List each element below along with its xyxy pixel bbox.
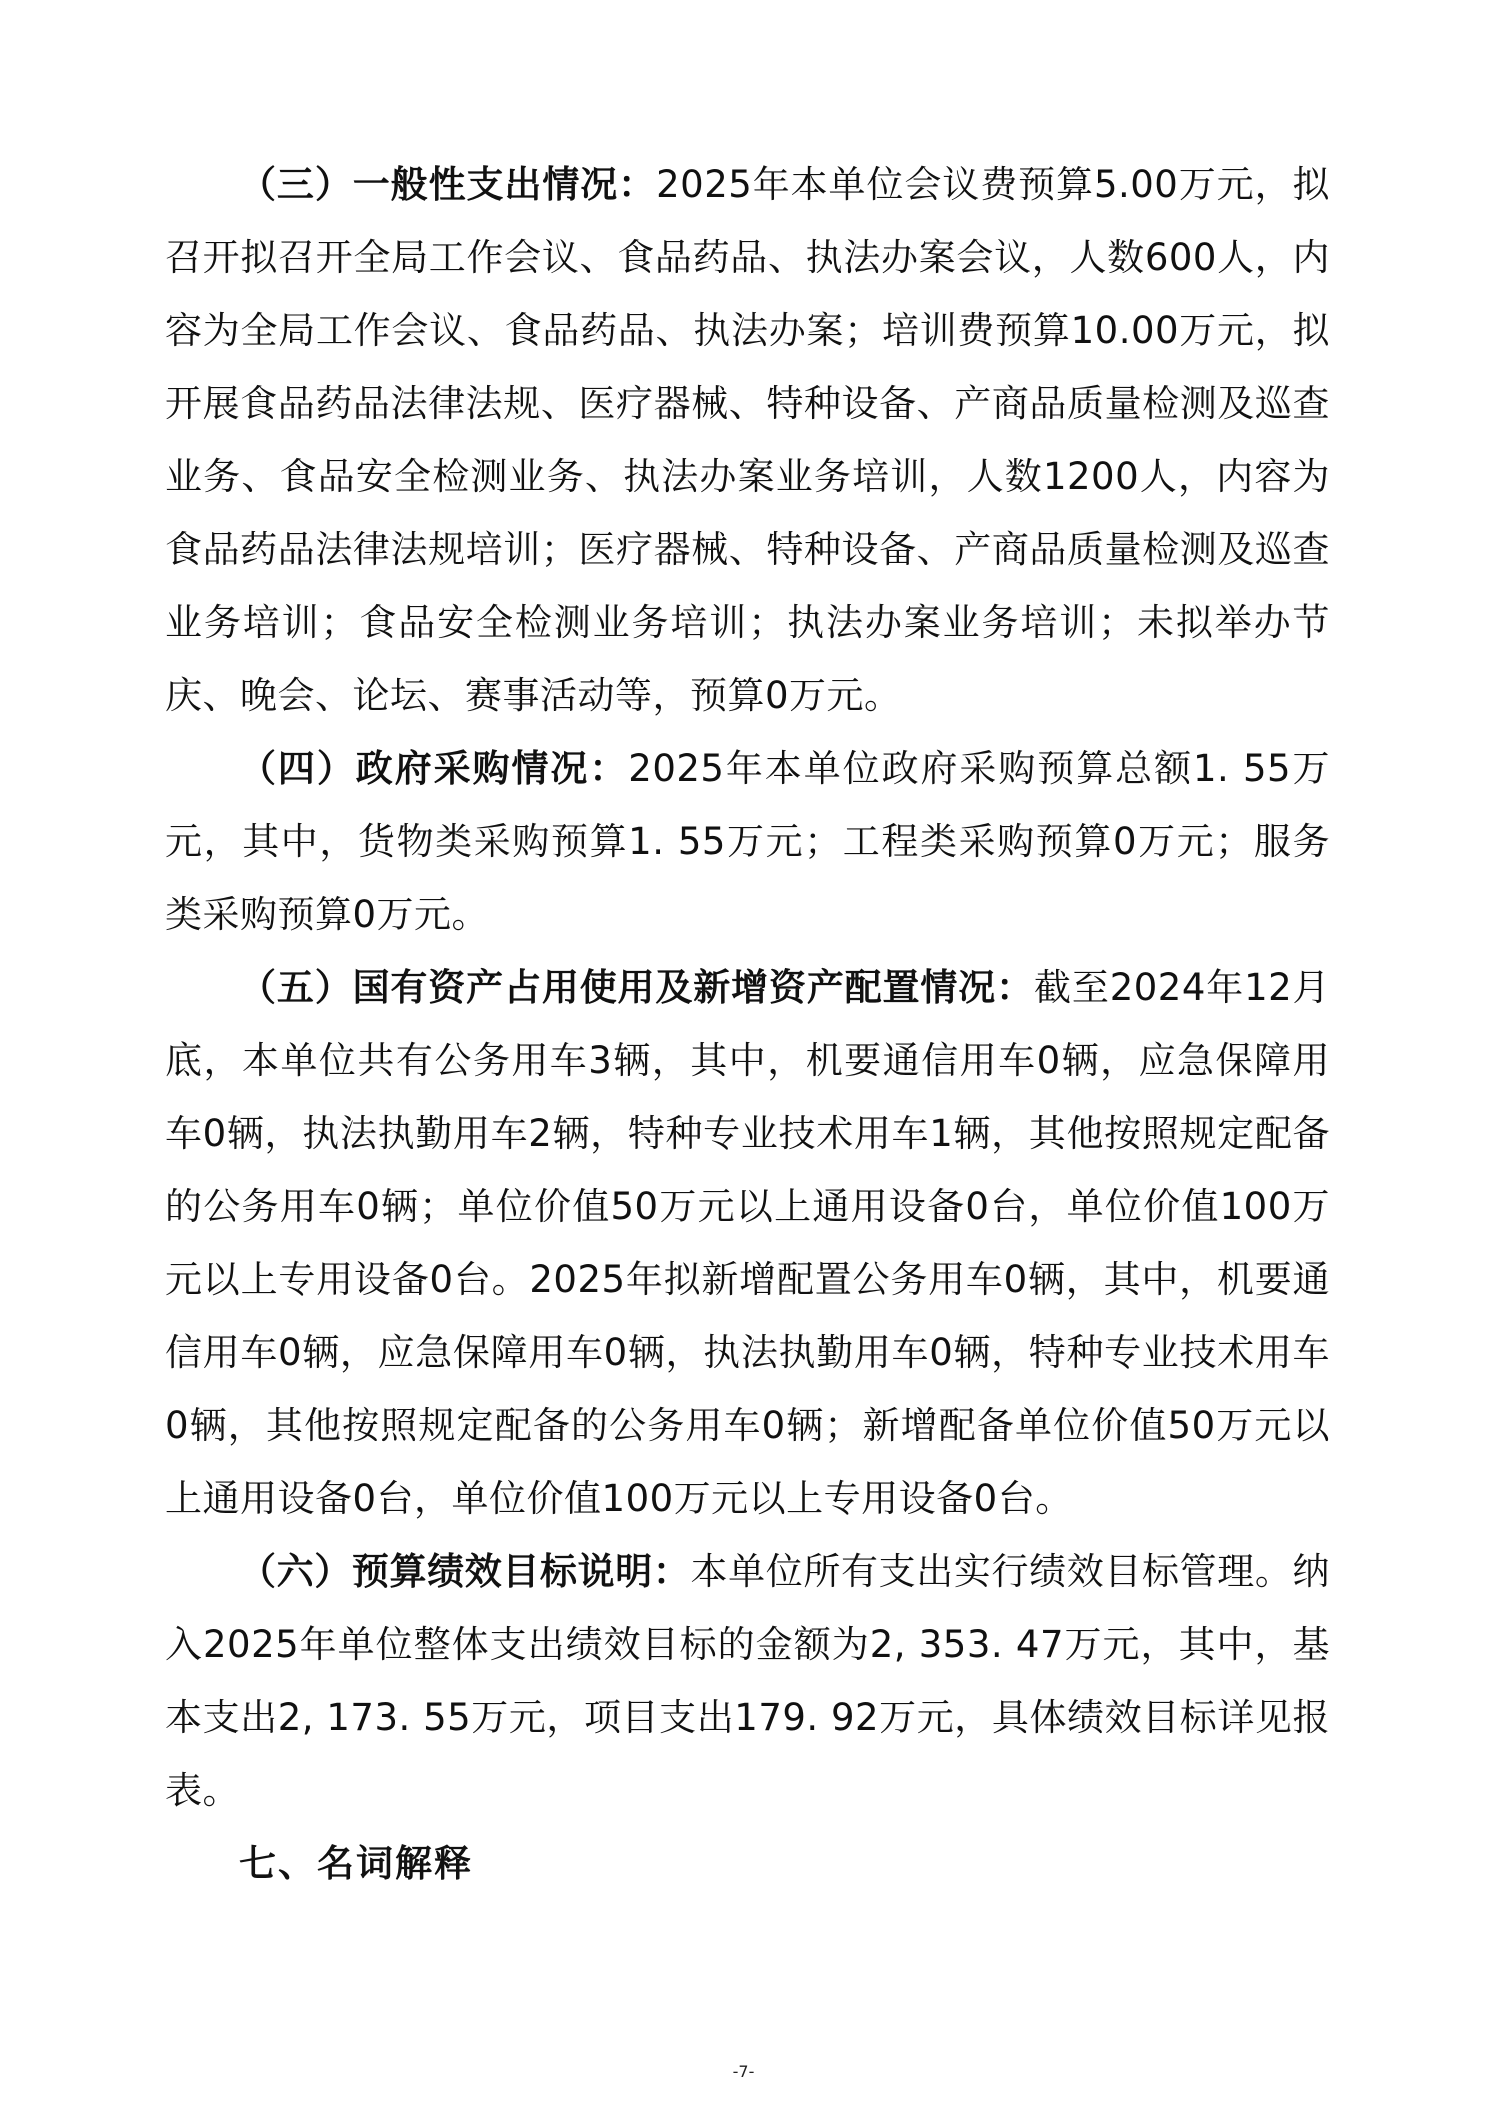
section-heading: 七、名词解释 <box>239 1842 473 1885</box>
paragraph-text: 截至2024年12月底，本单位共有公务用车3辆，其中，机要通信用车0辆，应急保障用车0辆，执法执勤用车2辆，特种专业技术用车1辆，其他按照规定配备的公务用车0辆；单位价值50万元以上通用设备0台，单位价值100万元以上专用设备0台。2025年拟新增配置公务用车0辆，其中，机要通信用车0辆，应急保障用车0辆，执法执勤用车0辆，特种专业技术用车0辆，其他按照规定配备的公务用车0辆；新增配备单位价值50万元以上通用设备0台，单位价值100万元以上专用设备0台。 <box>165 966 1331 1520</box>
paragraph-text: 2025年本单位政府采购预算总额1. 55万元，其中，货物类采购预算1. 55万元；工程类采购预算0万元；服务类采购预算0万元。 <box>165 747 1330 936</box>
paragraph-state-assets <box>165 951 1330 1535</box>
paragraph-lead: （四）政府采购情况： <box>239 747 629 790</box>
paragraph-lead: （五）国有资产占用使用及新增资产配置情况： <box>239 966 1034 1009</box>
paragraph-government-procurement <box>165 732 1330 951</box>
paragraph-text: 2025年本单位会议费预算5.00万元，拟召开拟召开全局工作会议、食品药品、执法办案会议，人数600人，内容为全局工作会议、食品药品、执法办案；培训费预算10.00万元，拟开展食品药品法律法规、医疗器械、特种设备、产商品质量检测及巡查业务、食品安全检测业务、执法办案业务培训，人数1200人，内容为食品药品法律法规培训；医疗器械、特种设备、产商品质量检测及巡查业务培训；食品安全检测业务培训；执法办案业务培训；未拟举办节庆、晚会、论坛、赛事活动等，预算0万元。 <box>165 163 1331 717</box>
document-body <box>165 148 1330 1900</box>
paragraph-lead: （六）预算绩效目标说明： <box>239 1550 691 1593</box>
page-number: -7- <box>732 2062 755 2081</box>
paragraph-lead: （三）一般性支出情况： <box>239 163 657 206</box>
paragraph-text: 本单位所有支出实行绩效目标管理。纳入2025年单位整体支出绩效目标的金额为2, 353. 47万元，其中，基本支出2, 173. 55万元，项目支出179. 92万元，具体绩效目标详见报表。 <box>165 1550 1330 1812</box>
paragraph-performance-targets <box>165 1535 1330 1827</box>
paragraph-general-expenditure <box>165 148 1330 732</box>
